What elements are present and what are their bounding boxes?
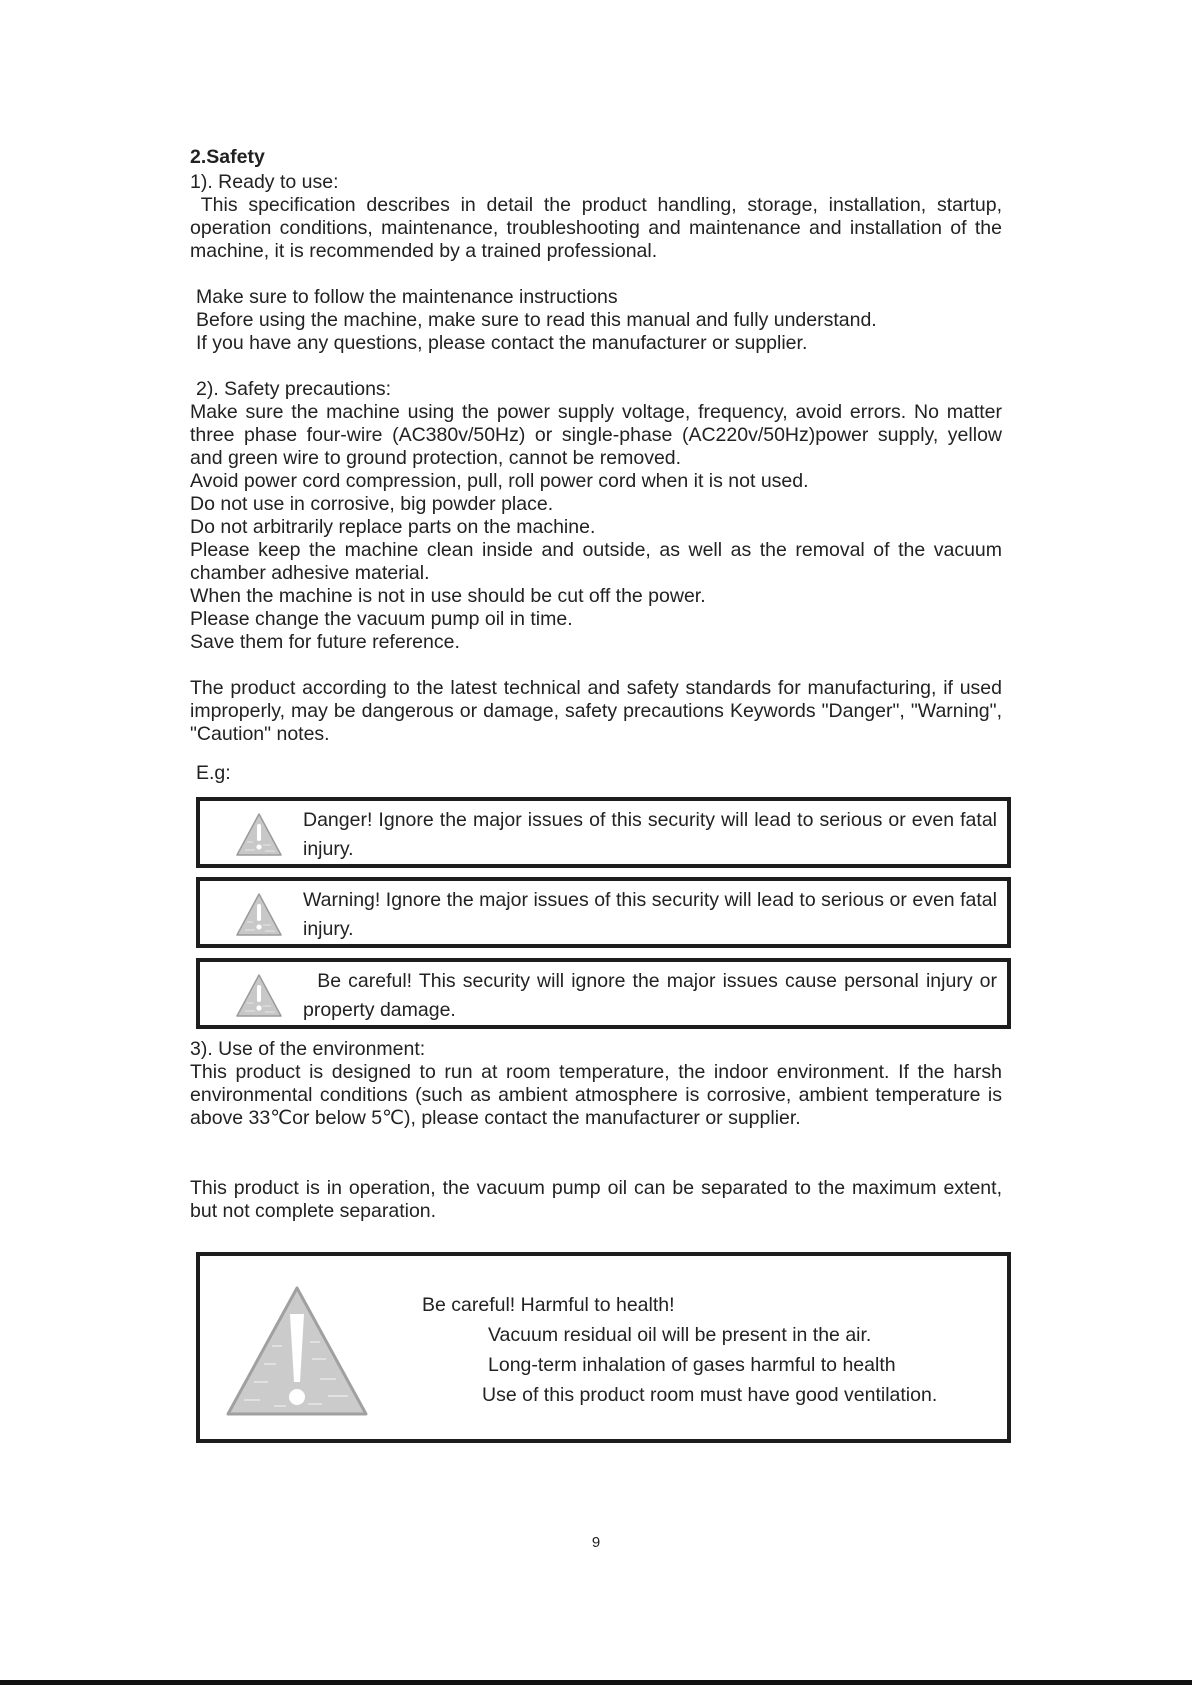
warning-triangle-icon [235,812,283,857]
standards-paragraph: The product according to the latest technical and safety standards for manufacturing, if used improperly, may be dangerous or damage, safety precautions Keywords "Danger", "Warning", "Caution" notes. [190,677,1002,745]
ready-paragraph: This specification describes in detail the product handling, storage, installation, startup, operation conditions, maintenance, troubleshooting and maintenance and installation of the machine, it is recommended by a trained professional. [190,194,1008,262]
maintenance-line: Make sure to follow the maintenance instructions [196,286,618,308]
health-warning-title: Be careful! Harmful to health! [422,1294,675,1316]
danger-notice-text: Danger! Ignore the major issues of this security will lead to serious or even fatal injury. [303,809,997,860]
precaution-power-off: When the machine is not in use should be cut off the power. [190,585,706,607]
example-label: E.g: [196,762,231,784]
health-warning-line-3: Use of this product room must have good ventilation. [482,1384,938,1406]
subsection-title-precautions: 2). Safety precautions: [196,378,392,400]
section-heading: 2.Safety [190,146,265,168]
subsection-title-environment: 3). Use of the environment: [190,1038,426,1060]
precaution-cord: Avoid power cord compression, pull, roll power cord when it is not used. [190,470,809,492]
warning-triangle-icon [224,1284,370,1419]
oil-separation-paragraph: This product is in operation, the vacuum pump oil can be separated to the maximum extent, but not complete separation. [190,1177,1002,1222]
precaution-corrosive: Do not use in corrosive, big powder place. [190,493,554,515]
subsection-title-ready: 1). Ready to use: [190,171,339,193]
page-number: 9 [591,1534,601,1551]
caution-notice-text: Be careful! This security will ignore the major issues cause personal injury or property damage. [303,970,1003,1021]
read-manual-line: Before using the machine, make sure to read this manual and fully understand. [196,309,877,331]
precaution-clean: Please keep the machine clean inside and outside, as well as the removal of the vacuum chamber adhesive material. [190,539,1002,584]
precaution-power: Make sure the machine using the power supply voltage, frequency, avoid errors. No matter three phase four-wire (AC380v/50Hz) or single-phase (AC220v/50Hz)power supply, yellow and green wire to ground protection, cannot be removed. [190,401,1002,469]
warning-notice-box [196,877,1011,948]
danger-notice-box [196,797,1011,868]
health-warning-line-2: Long-term inhalation of gases harmful to health [488,1354,896,1376]
environment-paragraph: This product is designed to run at room temperature, the indoor environment. If the harsh environmental conditions (such as ambient atmosphere is corrosive, ambient temperature is above 33℃or below 5℃), please contact the manufacturer or supplier. [190,1061,1002,1129]
warning-triangle-icon [235,973,283,1018]
precaution-save: Save them for future reference. [190,631,460,653]
precaution-parts: Do not arbitrarily replace parts on the machine. [190,516,596,538]
warning-triangle-icon [235,892,283,937]
precaution-oil: Please change the vacuum pump oil in time. [190,608,573,630]
warning-notice-text: Warning! Ignore the major issues of this security will lead to serious or even fatal injury. [303,889,997,940]
bottom-border [0,1680,1192,1685]
caution-notice-box [196,958,1011,1029]
health-warning-box [196,1252,1011,1443]
contact-line: If you have any questions, please contact the manufacturer or supplier. [196,332,808,354]
health-warning-line-1: Vacuum residual oil will be present in the air. [488,1324,872,1346]
